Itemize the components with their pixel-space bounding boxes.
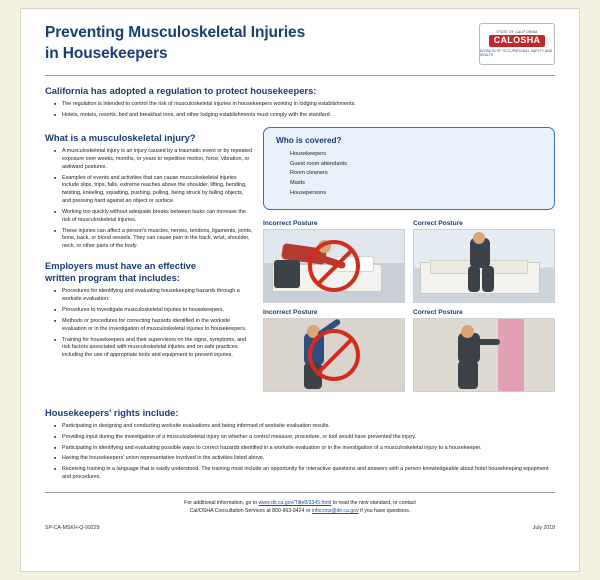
worker-arm (476, 339, 500, 345)
poster-content (27, 15, 573, 565)
page-title-line-1: Preventing Musculoskeletal Injuries (45, 24, 306, 41)
employers-heading (45, 260, 253, 284)
list-item: Room cleaners (290, 170, 328, 177)
logo-sub-text: DIVISION OF OCCUPATIONAL SAFETY AND HEALTH (480, 49, 553, 58)
regulation-heading: California has adopted a regulation to protect housekeepers: (45, 85, 317, 96)
worker-head (473, 232, 485, 244)
list-item: ■ Examples of events and activities that can cause musculoskeletal injuries include slips, trips, falls, extreme reaches above the shoulder, lifting, bending, twisting, kneeling, squatting, pushing, pulling, being struck by falling objects, and pressing hard against an object or surface. (56, 175, 253, 206)
list-item: ■ Participating in designing and conducting worksite evaluations and being informed of worksite evaluation results. (56, 423, 555, 431)
worker-leg-front (468, 266, 480, 292)
what-is-bullets (45, 148, 253, 251)
footer-line-2 (45, 507, 555, 515)
list-item: ■ Procedures for identifying and evaluating housekeeping hazards through a worksite evaluation. (56, 288, 253, 304)
posture-examples (263, 220, 555, 392)
list-item: ■ A musculoskeletal injury is an injury caused by a traumatic event or by repeated exposure over weeks, months, or years to repetitive motion, force, vibration, or awkward postures. (56, 148, 253, 171)
posture-row (263, 309, 555, 392)
list-item: Maids (290, 180, 305, 187)
posture-cell-correct (413, 220, 555, 303)
list-item: Housekeepers (290, 150, 327, 157)
curtain (498, 319, 524, 391)
what-is-heading: What is a musculoskeletal injury? (45, 131, 196, 143)
employers-heading-line-2: written program that includes: (45, 272, 180, 284)
who-is-covered-box (263, 127, 555, 210)
list-item: ■ Providing input during the investigation of a musculoskeletal injury on whether a control measure, procedure, or tool would have prevented the injury. (56, 434, 555, 442)
footer-line-2-pre: Cal/OSHA Consultation Services at 800-963-9424 or (189, 508, 312, 515)
posture-label-incorrect: Incorrect Posture (263, 308, 318, 316)
prohibition-icon (308, 329, 360, 381)
list-item: ■ Methods or procedures for correcting hazards identified in the worksite evaluation or in the investigation of musculoskeletal injuries to housekeepers. (56, 318, 253, 334)
photo-correct-bed (413, 229, 555, 303)
logo-badge (489, 35, 546, 47)
list-item: ■ The regulation is intended to control the risk of musculoskeletal injuries in housekeepers working in lodging establishments. (56, 101, 555, 109)
worker-legs (458, 361, 478, 389)
worker-leg-back (482, 266, 494, 292)
who-is-covered-list (276, 150, 542, 199)
footer-line-1-post: to read the new standard, or contact (331, 499, 416, 506)
photo-correct-reach (413, 318, 555, 392)
email-link[interactable]: infocons@dir.ca.gov (311, 508, 359, 515)
who-is-covered-heading: Who is covered? (276, 135, 342, 145)
footer-line-1-pre: For additional information, go to (184, 499, 259, 506)
body-columns (45, 123, 555, 398)
posture-cell-incorrect (263, 309, 405, 392)
document-id: SP-CA-MSKH-Q-99229 (45, 524, 100, 531)
list-item: ■ Working too quickly without adequate breaks between tasks can increase the risk of musculoskeletal injuries. (56, 209, 253, 225)
logo-top-text: STATE OF CALIFORNIA (496, 29, 538, 34)
regulation-bullets (45, 101, 555, 120)
document-date: July 2018 (532, 524, 555, 531)
employers-heading-line-1: Employers must have an effective (45, 260, 197, 272)
right-column (263, 123, 555, 398)
logo-osha-text: OSHA (513, 35, 541, 46)
footer-line-2-post: if you have questions. (358, 508, 411, 515)
list-item: ■ Having the housekeepers' union representative involved in the activities listed above. (56, 455, 555, 463)
cal-osha-logo (479, 23, 555, 65)
list-item: Housepersons (290, 190, 327, 196)
list-item: ■ Receiving training in a language that is easily understood. The training must include an opportunity for interactive questions and answers with a person knowledgeable about hotel housekeeping equipment and procedures. (56, 466, 555, 482)
posture-row (263, 220, 555, 303)
rights-section (45, 407, 555, 482)
rights-heading: Housekeepers' rights include: (45, 406, 179, 418)
posture-label-incorrect: Incorrect Posture (263, 219, 318, 227)
list-item: ■ Hotels, motels, resorts, bed and breakfast inns, and other lodging establishments must comply with the standard. (56, 112, 555, 120)
posture-cell-correct (413, 309, 555, 392)
rights-bullets (45, 423, 555, 482)
poster-footer (45, 492, 555, 532)
footer-line-1 (45, 499, 555, 507)
list-item: ■ Training for housekeepers and their supervisors on the signs, symptoms, and risk factors associated with musculoskeletal injuries and on safe practices including the use of appropriate tools and equipment to prevent injuries. (56, 337, 253, 360)
logo-cal-text: CAL (493, 35, 514, 46)
poster-header (45, 23, 555, 76)
worker-legs (274, 260, 300, 288)
prohibition-icon (308, 240, 360, 292)
posture-cell-incorrect (263, 220, 405, 303)
photo-incorrect-reach (263, 318, 405, 392)
list-item: ■ Participating in identifying and evaluating possible ways to correct hazards identified in a worksite evaluation or in the investigation of a musculoskeletal injury to a housekeeper. (56, 445, 555, 453)
photo-incorrect-bed (263, 229, 405, 303)
left-column (45, 123, 253, 363)
poster-sheet (20, 8, 580, 572)
page-title (45, 23, 305, 65)
employers-bullets (45, 288, 253, 360)
page-title-line-2: in Housekeepers (45, 44, 168, 62)
list-item: ■ These injuries can affect a person's muscles, nerves, tendons, ligaments, joints, bone, back, or blood vessels. They can cause pain in the back, wrist, shoulder, neck, or other parts of the body. (56, 228, 253, 251)
list-item: Guest room attendants (290, 160, 347, 167)
posture-label-correct: Correct Posture (413, 308, 463, 316)
standard-link[interactable]: www.dir.ca.gov/Title8/3345.html (258, 499, 332, 506)
worker-head (461, 325, 474, 338)
posture-label-correct: Correct Posture (413, 219, 463, 227)
footer-meta (45, 524, 555, 532)
list-item: ■ Procedures to investigate musculoskeletal injuries to housekeepers. (56, 307, 253, 315)
